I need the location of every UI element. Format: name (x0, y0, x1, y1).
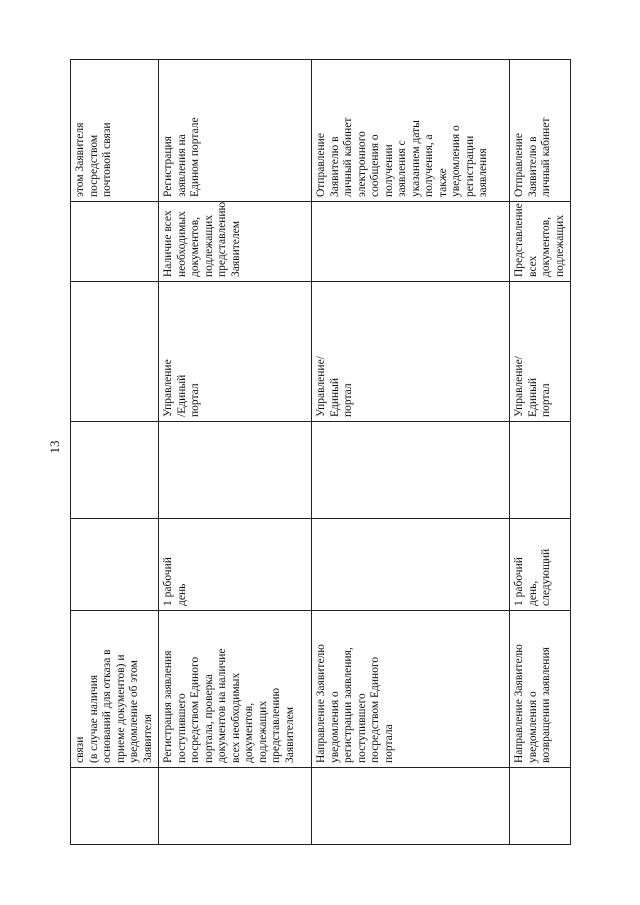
cell-text: этом Заявителя посредством почтовой связи (74, 122, 113, 197)
table-cell (510, 422, 571, 519)
table-cell (510, 611, 571, 768)
table-cell (312, 282, 510, 422)
table-cell (159, 768, 312, 845)
table-cell (71, 519, 159, 611)
table-cell (71, 611, 159, 768)
procedure-table (70, 59, 571, 845)
table-row (159, 60, 312, 845)
table-cell (71, 282, 159, 422)
table-cell (159, 60, 312, 202)
table-cell (159, 611, 312, 768)
cell-text: Отправление Заявителю в личный кабинет (513, 117, 552, 197)
table-cell (510, 202, 571, 282)
cell-text: 1 рабочий день, следующий (513, 548, 552, 606)
table-row (312, 60, 510, 845)
rotated-table-area (70, 60, 566, 845)
table-cell (510, 768, 571, 845)
table-cell (510, 282, 571, 422)
cell-text: Управление /Единый портал (162, 359, 201, 417)
table-cell (510, 519, 571, 611)
table-cell (71, 202, 159, 282)
table-cell (71, 422, 159, 519)
table-cell (159, 422, 312, 519)
cell-text: Регистрация заявления поступившего посредством Единого портала, проверка документов на наличие всех необходимых документов, подлежащих представлению Заявителем (162, 648, 296, 763)
cell-text: 1 рабочий день (162, 557, 188, 606)
table-body (71, 60, 571, 845)
cell-text: Представление всех документов, подлежащих (513, 203, 566, 277)
cell-text: Управление/ Единый портал (513, 356, 552, 417)
cell-text: Регистрация заявления на Едином портале (162, 117, 201, 197)
table-cell (312, 422, 510, 519)
cell-text: Отправление Заявителю в личный кабинет электронного сообщения о получении заявления с указанием даты получения, а также уведомления о регистрации заявления (315, 117, 489, 197)
table-row (510, 60, 571, 845)
table-cell (312, 60, 510, 202)
cell-text: Направление Заявителю уведомления о возвращении заявления (513, 644, 552, 763)
table-cell (510, 60, 571, 202)
cell-text: Наличие всех необходимых документов, подлежащих представлению Заявителем (162, 201, 242, 277)
cell-text: связи (в случае наличия оснований для отказа в приеме документов) и уведомление об этом Заявителя (74, 649, 154, 763)
table-cell (159, 202, 312, 282)
table-cell (159, 519, 312, 611)
table-wrapper (70, 60, 566, 845)
table-cell (312, 611, 510, 768)
table-row (71, 60, 159, 845)
table-cell (159, 282, 312, 422)
page-number: 13 (47, 440, 62, 454)
cell-text: Управление/ Единый портал (315, 356, 354, 417)
table-cell (71, 768, 159, 845)
cell-text: Направление Заявителю уведомления о регистрации заявления, поступившего посредством Единого портала (315, 644, 395, 763)
table-cell (71, 60, 159, 202)
table-cell (312, 768, 510, 845)
table-cell (312, 519, 510, 611)
table-cell (312, 202, 510, 282)
